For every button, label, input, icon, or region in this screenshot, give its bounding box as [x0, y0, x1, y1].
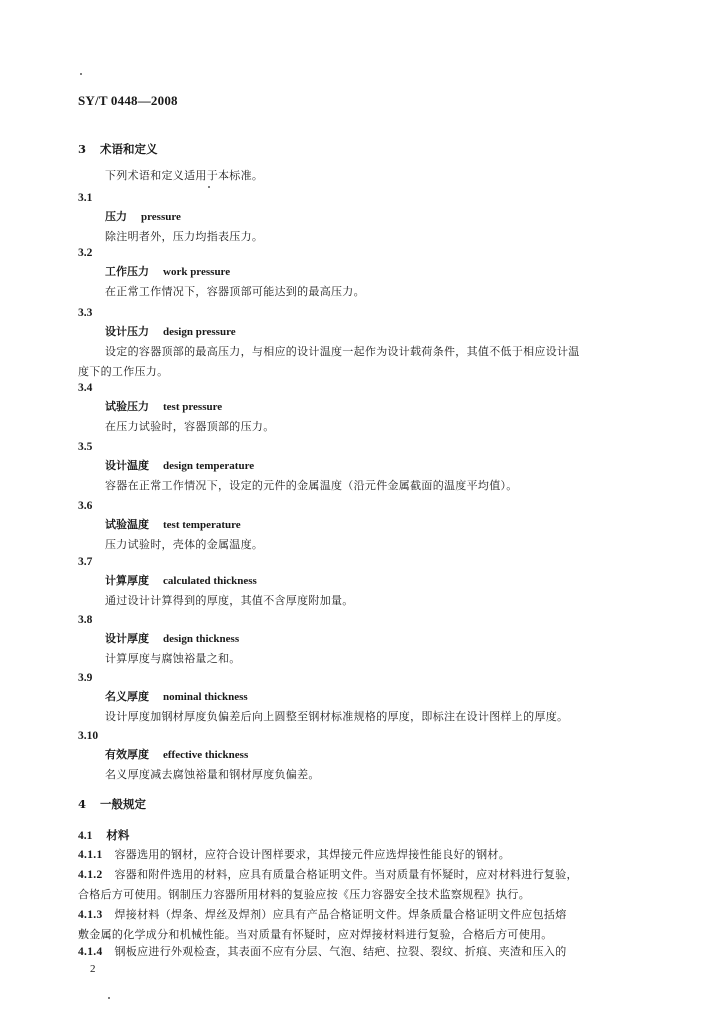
- clause-line: [78, 943, 567, 959]
- term-number: 3.8: [78, 614, 93, 626]
- clause-number: 4.1.4: [78, 946, 103, 958]
- clause-line: [78, 846, 510, 862]
- term-number: 3.10: [78, 730, 99, 742]
- scan-speck: [208, 186, 210, 188]
- subsection-4-1-number: 4.1: [78, 830, 93, 842]
- term-number: 3.7: [78, 556, 93, 568]
- clause-line: [78, 886, 530, 902]
- term-definition: 计算厚度与腐蚀裕量之和。: [105, 652, 241, 665]
- clause-text: 容器和附件选用的材料，应具有质量合格证明文件。当对质量有怀疑时，应对材料进行复验，: [114, 868, 578, 881]
- term-definition: 度下的工作压力。: [78, 365, 169, 378]
- term-chinese: 名义厚度: [105, 690, 149, 703]
- term-english: calculated thickness: [163, 575, 257, 587]
- clause-text: 焊接材料（焊条、焊丝及焊剂）应具有产品合格证明文件。焊条质量合格证明文件应包括熔: [114, 908, 567, 921]
- term-heading: [105, 516, 241, 532]
- term-heading: [105, 746, 248, 762]
- clause-text: 容器选用的钢材，应符合设计图样要求，其焊接元件应选焊接性能良好的钢材。: [114, 848, 510, 861]
- clause-text: 合格后方可使用。钢制压力容器所用材料的复验应按《压力容器安全技术监察规程》执行。: [78, 888, 530, 901]
- term-chinese: 工作压力: [105, 265, 149, 278]
- scan-speck: [108, 997, 110, 999]
- term-english: nominal thickness: [163, 691, 248, 703]
- term-heading: [105, 323, 236, 339]
- subsection-4-1-title: 材料: [106, 828, 130, 842]
- clause-number: 4.1.1: [78, 849, 103, 861]
- section-3-title: 术语和定义: [100, 142, 158, 156]
- clause-text: 敷金属的化学成分和机械性能。当对质量有怀疑时，应对焊接材料进行复验，合格后方可使用。: [78, 928, 553, 941]
- section-4-title: 一般规定: [100, 797, 147, 811]
- term-heading: [105, 572, 257, 588]
- term-english: pressure: [141, 211, 181, 223]
- term-definition: 通过设计计算得到的厚度，其值不含厚度附加量。: [105, 594, 354, 607]
- clause-line: [78, 906, 567, 922]
- term-number: 3.1: [78, 192, 93, 204]
- term-number: 3.4: [78, 382, 93, 394]
- term-number: 3.3: [78, 307, 93, 319]
- standard-code-header: SY/T 0448—2008: [78, 93, 178, 108]
- term-definition: 压力试验时，壳体的金属温度。: [105, 538, 264, 551]
- term-english: test temperature: [163, 519, 241, 531]
- term-english: work pressure: [163, 266, 231, 278]
- term-english: design temperature: [163, 460, 255, 472]
- term-heading: [105, 398, 222, 414]
- term-heading: [105, 457, 254, 473]
- term-chinese: 设计厚度: [105, 632, 149, 645]
- section-4-number: 4: [78, 797, 87, 811]
- term-chinese: 压力: [105, 210, 127, 223]
- term-definition: 设计厚度加钢材厚度负偏差后向上圆整至钢材标准规格的厚度，即标注在设计图样上的厚度。: [105, 710, 569, 723]
- scan-speck: [80, 73, 82, 75]
- term-definition: 在压力试验时，容器顶部的压力。: [105, 420, 275, 433]
- term-english: design pressure: [163, 326, 236, 338]
- section-3-heading: [78, 141, 158, 157]
- term-number: 3.2: [78, 247, 93, 259]
- term-chinese: 试验压力: [105, 400, 149, 413]
- term-definition: 除注明者外，压力均指表压力。: [105, 230, 264, 243]
- term-chinese: 试验温度: [105, 518, 149, 531]
- clause-number: 4.1.3: [78, 909, 103, 921]
- term-definition: 容器在正常工作情况下，设定的元件的金属温度（沿元件金属截面的温度平均值）。: [105, 479, 518, 492]
- term-definition: 设定的容器顶部的最高压力，与相应的设计温度一起作为设计载荷条件，其值不低于相应设计温: [105, 345, 580, 358]
- clause-text: 钢板应进行外观检查，其表面不应有分层、气泡、结疤、拉裂、裂纹、折痕、夹渣和压入的: [114, 945, 567, 958]
- clause-number: 4.1.2: [78, 869, 103, 881]
- term-heading: [105, 630, 239, 646]
- section-3-intro: 下列术语和定义适用于本标准。: [105, 169, 264, 182]
- section-4-heading: [78, 796, 146, 812]
- term-english: design thickness: [163, 633, 240, 645]
- term-heading: [105, 263, 230, 279]
- term-number: 3.5: [78, 441, 93, 453]
- section-3-number: 3: [78, 142, 87, 156]
- term-chinese: 设计温度: [105, 459, 149, 472]
- clause-line: [78, 866, 578, 882]
- term-chinese: 设计压力: [105, 325, 149, 338]
- term-definition: 在正常工作情况下，容器顶部可能达到的最高压力。: [105, 285, 365, 298]
- clause-line: [78, 926, 553, 942]
- subsection-4-1-heading: [78, 827, 129, 843]
- term-chinese: 有效厚度: [105, 748, 149, 761]
- term-definition: 名义厚度减去腐蚀裕量和钢材厚度负偏差。: [105, 768, 320, 781]
- term-chinese: 计算厚度: [105, 574, 149, 587]
- term-english: effective thickness: [163, 749, 249, 761]
- term-number: 3.9: [78, 672, 93, 684]
- page-number: 2: [90, 963, 96, 975]
- term-heading: [105, 688, 248, 704]
- term-heading: [105, 208, 181, 224]
- term-english: test pressure: [163, 401, 223, 413]
- term-number: 3.6: [78, 500, 93, 512]
